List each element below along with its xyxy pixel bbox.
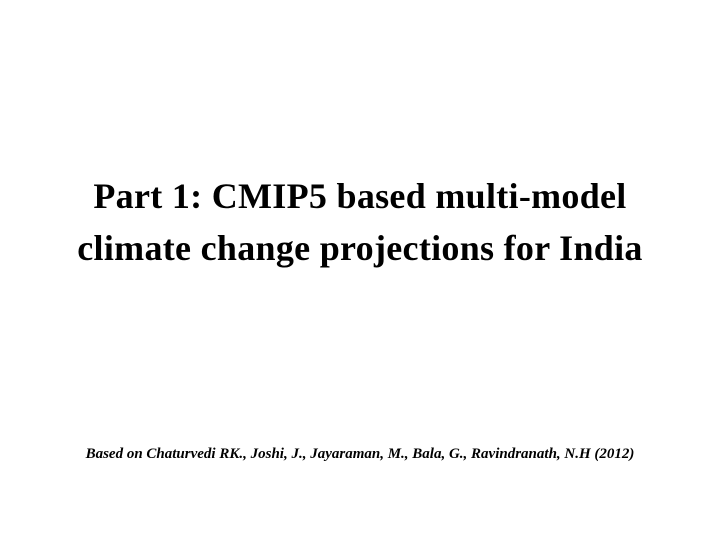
- slide-title-line-2: climate change projections for India: [77, 228, 643, 268]
- slide-title: [0, 170, 720, 274]
- slide-title-line-1: Part 1: CMIP5 based multi-model: [93, 176, 627, 216]
- citation-text: Based on Chaturvedi RK., Joshi, J., Jayaraman, M., Bala, G., Ravindranath, N.H (2012): [85, 446, 635, 462]
